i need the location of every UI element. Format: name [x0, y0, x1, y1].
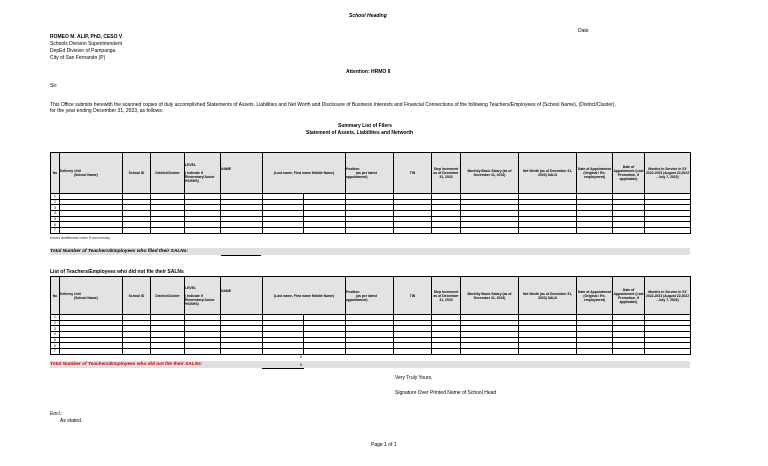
- salutation: Sir:: [50, 83, 58, 89]
- insert-rows-note: Insert additional rows if necessary: [50, 235, 111, 240]
- col-no: No: [51, 277, 60, 315]
- table-row: 1: [51, 194, 691, 200]
- col-school-id: School ID: [123, 153, 151, 194]
- col-position: Position (as per latest appointment): [346, 277, 394, 315]
- col-months: Months in Service in SY 2022-2023 (August 22,2022 - July 7, 2023): [645, 277, 691, 315]
- not-filed-value-top: 0: [300, 354, 303, 359]
- filers-table: [50, 152, 691, 234]
- summary-subtitle: Statement of Assets, Liabilities and Networth: [306, 130, 414, 136]
- table-row: 3: [51, 205, 691, 211]
- filed-total-label: Total Number of Teachers/Employees who filed their SALNs:: [50, 249, 188, 254]
- col-district: District/Cluster: [151, 153, 185, 194]
- page-number: Page 1 of 1: [371, 442, 397, 448]
- col-months: Months in Service in SY 2022-2023 (August 22,2022 - July 7, 2023): [645, 153, 691, 194]
- recipient-office: DepEd Division of Pampanga: [50, 48, 116, 54]
- col-level: LEVEL ( Indicate if Elementary/Junior HS/SHS): [185, 277, 221, 315]
- table-row: 7: [51, 349, 691, 355]
- col-school-id: School ID: [123, 277, 151, 315]
- col-salary: Monthly Basic Salary (as of December 31, 2023): [461, 277, 519, 315]
- attention-line: Attention: HRMO II: [346, 69, 391, 75]
- col-appt-original: Date of Appointment (Original / Re-employment): [577, 277, 613, 315]
- table-row: 2: [51, 199, 691, 205]
- col-step: Step Increment as of December 31, 2023: [432, 153, 461, 194]
- col-name: NAME: [221, 277, 263, 315]
- col-name-sub: (Last name, First name Middle Name): [263, 277, 346, 315]
- col-appt-original: Date of Appointment (Original / Re-employment): [577, 153, 613, 194]
- col-step: Step Increment as of December 31, 2023: [432, 277, 461, 315]
- table-row: 5: [51, 216, 691, 222]
- not-filed-title: List of Teachers/Employees who did not file their SALNs: [50, 269, 184, 275]
- col-district: District/Cluster: [151, 277, 185, 315]
- col-tin: TIN: [394, 153, 432, 194]
- filed-total-blank: [221, 255, 261, 256]
- table-row: 4: [51, 332, 691, 338]
- encl-label: Encl.:: [50, 411, 63, 417]
- table-row: 5: [51, 337, 691, 343]
- recipient-position: Schools Division Superintendent: [50, 41, 122, 47]
- table-row: 6: [51, 343, 691, 349]
- not-filed-total-blank: [262, 368, 304, 369]
- table-row: 2: [51, 320, 691, 326]
- table-row: 7: [51, 228, 691, 234]
- closing-regards: Very Truly Yours,: [395, 375, 433, 381]
- col-level: LEVEL ( Indicate if Elementary/Junior HS/SHS): [185, 153, 221, 194]
- col-appt-last: Date of Appointment (Last Promotion, if applicable): [613, 277, 645, 315]
- encl-value: As stated.: [60, 418, 83, 424]
- table-row: 4: [51, 211, 691, 217]
- col-networth: Net Worth (as of December 31, 2023) SALN: [519, 153, 577, 194]
- not-filed-header-row: [51, 277, 691, 315]
- col-delivery-unit: Delivery Unit (School Name): [60, 153, 123, 194]
- col-name: NAME: [221, 153, 263, 194]
- school-heading: School Heading: [349, 13, 387, 19]
- closing-signature: Signature Over Printed Name of School Head: [395, 390, 497, 396]
- table-row: 6: [51, 222, 691, 228]
- date-label: Date: [578, 28, 589, 34]
- col-name-sub: (Last name, First name Middle Name): [263, 153, 346, 194]
- not-filed-table: [50, 276, 691, 355]
- col-tin: TIN: [394, 277, 432, 315]
- table-row: 3: [51, 326, 691, 332]
- filers-header-row: [51, 153, 691, 194]
- col-no: No: [51, 153, 60, 194]
- recipient-city: City of San Fernando (P): [50, 55, 106, 61]
- recipient-name: ROMEO M. ALIP, PhD, CESO V: [50, 34, 123, 40]
- col-salary: Monthly Basic Salary (as of December 31, 2023): [461, 153, 519, 194]
- col-appt-last: Date of Appointment (Last Promotion, if applicable): [613, 153, 645, 194]
- not-filed-total-label: Total Number of Teachers/Employees who did not file their SALNs:: [50, 362, 203, 367]
- table-row: 1: [51, 315, 691, 321]
- summary-title: Summary List of Filers: [338, 123, 392, 129]
- body-line-1: This Office submits herewith the scanned copies of duly accomplished Statements of Assets, Liabilities and Net Worth and Disclosure of Business Interests and Financial Connections of the following Teachers/Employees of (School Name), (District/Cluster),: [50, 102, 616, 108]
- not-filed-value-bottom: 0: [300, 362, 303, 367]
- col-position: Position (as per latest appointment): [346, 153, 394, 194]
- col-networth: Net Worth (as of December 31, 2023) SALN: [519, 277, 577, 315]
- body-line-2: for the year ending December 31, 2023, as follows:: [50, 108, 164, 114]
- col-delivery-unit: Delivery Unit (School Name): [60, 277, 123, 315]
